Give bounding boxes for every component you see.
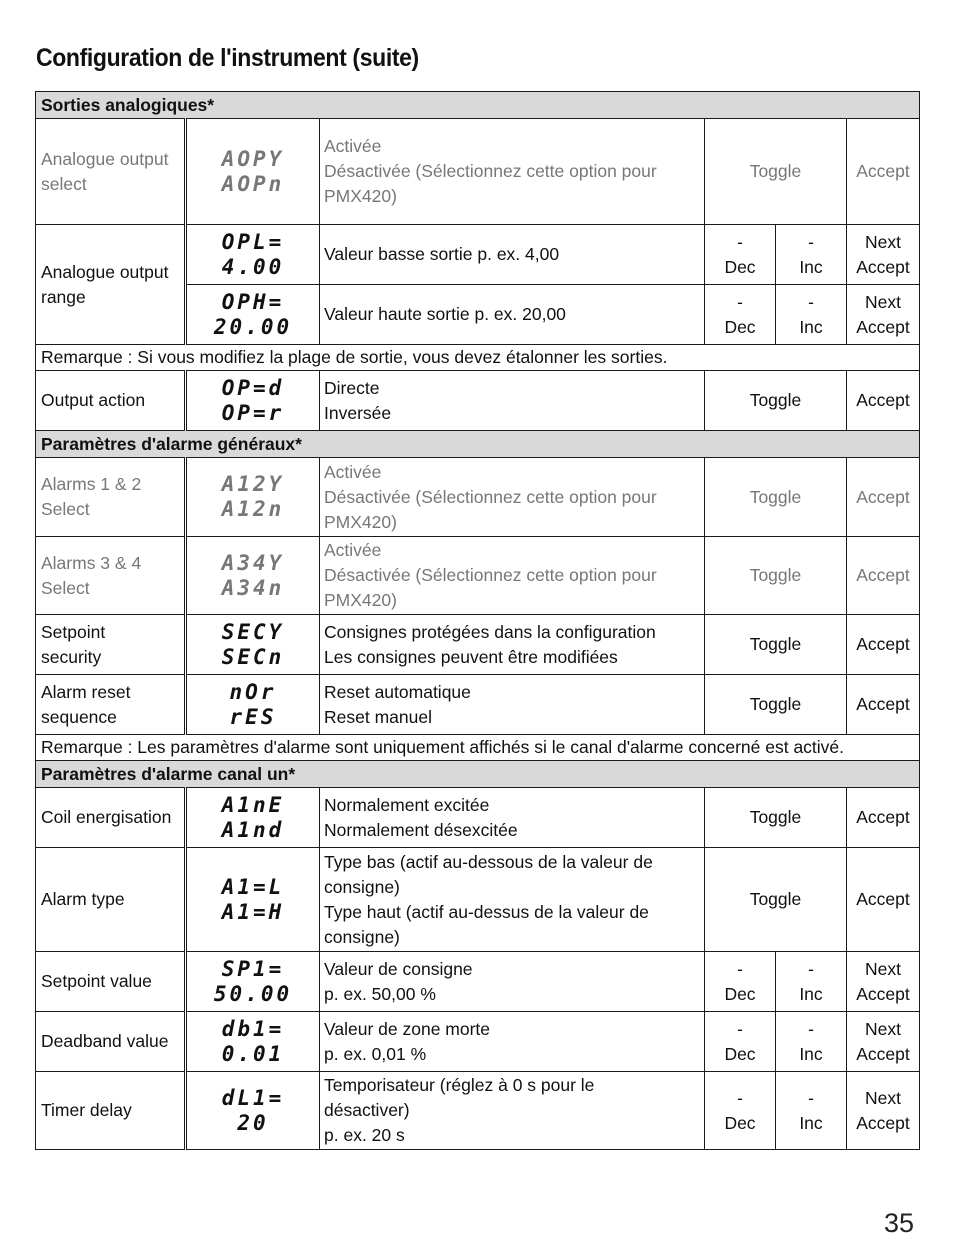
text-line: désactiver) — [324, 1100, 410, 1120]
display-code — [186, 285, 320, 345]
text-line: Next — [865, 958, 901, 979]
note-row — [36, 345, 920, 371]
text-line: Type bas (actif au-dessous de la valeur de — [324, 851, 653, 872]
note-text: Remarque : Les paramètres d'alarme sont uniquement affichés si le canal d'alarme concerné est activé. — [36, 735, 920, 761]
text-line: PMX420) — [324, 590, 397, 610]
text-line: p. ex. 0,01 % — [324, 1043, 427, 1064]
text-line: Dec — [724, 1043, 756, 1064]
text-line: Setpoint value — [41, 971, 152, 991]
text-line: Temporisateur (réglez à 0 s pour le — [324, 1075, 595, 1095]
text-line: A12Y — [221, 472, 285, 496]
display-code — [186, 675, 320, 735]
row-label — [36, 848, 186, 952]
dec-action[interactable] — [705, 952, 776, 1012]
table-row — [36, 1072, 920, 1150]
text-line: Setpoint — [41, 621, 106, 642]
text-line: OPH= — [221, 289, 285, 314]
toggle-label: Toggle — [749, 390, 802, 410]
display-code — [186, 1012, 320, 1072]
row-description — [320, 285, 705, 345]
text-line: consigne) — [324, 876, 400, 897]
accept-action[interactable] — [847, 537, 920, 615]
row-label — [36, 371, 186, 431]
text-line: 20.00 — [213, 314, 293, 339]
text-line: PMX420) — [324, 511, 397, 532]
text-line: A34n — [221, 575, 285, 600]
text-line: Consignes protégées dans la configuration — [324, 621, 656, 642]
text-line: Désactivée (Sélectionnez cette option pour — [324, 565, 657, 585]
text-line: - — [808, 231, 814, 252]
accept-label: Accept — [856, 161, 910, 181]
text-line: Normalement désexcitée — [324, 819, 518, 840]
text-line: Reset automatique — [324, 681, 471, 702]
text-line: Activée — [324, 136, 382, 156]
toggle-action[interactable] — [705, 371, 847, 431]
toggle-label: Toggle — [749, 161, 802, 181]
toggle-label: Toggle — [749, 565, 802, 585]
text-line: Deadband value — [41, 1031, 169, 1051]
row-description — [320, 1012, 705, 1072]
row-description — [320, 225, 705, 285]
dec-action[interactable] — [705, 1072, 776, 1150]
toggle-label: Toggle — [749, 634, 802, 654]
text-line: Directe — [324, 377, 380, 398]
text-line: consigne) — [324, 926, 400, 947]
table-row — [36, 371, 920, 431]
display-code — [186, 119, 320, 225]
text-line: Output action — [41, 390, 146, 410]
text-line: 50.00 — [213, 981, 293, 1006]
toggle-action[interactable] — [705, 119, 847, 225]
accept-label: Accept — [856, 390, 910, 410]
text-line: Next — [865, 1018, 901, 1039]
row-label — [36, 952, 186, 1012]
row-label — [36, 675, 186, 735]
row-label — [36, 458, 186, 537]
text-line: db1= — [221, 1016, 285, 1041]
text-line: Inc — [799, 1112, 823, 1133]
text-line: Dec — [724, 1112, 756, 1133]
table-row — [36, 952, 920, 1012]
display-code — [186, 1072, 320, 1150]
text-line: Valeur basse sortie p. ex. 4,00 — [324, 244, 560, 264]
text-line: Désactivée (Sélectionnez cette option pour — [324, 486, 657, 507]
text-line: Timer delay — [41, 1100, 132, 1120]
text-line: Next — [865, 291, 901, 312]
text-line: OP=r — [221, 400, 285, 425]
dec-action[interactable] — [705, 285, 776, 345]
text-line: Alarms 1 & 2 — [41, 474, 142, 494]
toggle-action[interactable] — [705, 537, 847, 615]
text-line: 20 — [237, 1110, 269, 1135]
text-line: Reset manuel — [324, 706, 432, 727]
text-line: SECY — [221, 619, 285, 644]
text-line: Next — [865, 231, 901, 252]
text-line: security — [41, 646, 102, 667]
section-header — [36, 431, 920, 458]
text-line: OPL= — [221, 229, 285, 254]
table-row — [36, 537, 920, 615]
section-header — [36, 92, 920, 119]
text-line: 4.00 — [221, 254, 285, 279]
next-accept-action[interactable] — [847, 285, 920, 345]
text-line: Accept — [856, 316, 910, 337]
text-line: Accept — [856, 256, 910, 277]
accept-action[interactable] — [847, 458, 920, 537]
toggle-action[interactable] — [705, 848, 847, 952]
text-line: Valeur haute sortie p. ex. 20,00 — [324, 304, 566, 324]
row-label — [36, 225, 186, 345]
text-line: p. ex. 20 s — [324, 1125, 405, 1145]
dec-action[interactable] — [705, 225, 776, 285]
inc-action[interactable] — [776, 1012, 847, 1072]
note-text: Remarque : Si vous modifiez la plage de sortie, vous devez étalonner les sorties. — [36, 345, 920, 371]
text-line: Type haut (actif au-dessus de la valeur de — [324, 901, 649, 922]
text-line: SECn — [221, 644, 285, 669]
text-line: Désactivée (Sélectionnez cette option pour — [324, 161, 657, 181]
text-line: rES — [229, 704, 277, 729]
page-number: 35 — [884, 1208, 915, 1238]
text-line: Dec — [724, 256, 756, 277]
next-accept-action[interactable] — [847, 225, 920, 285]
note-row — [36, 735, 920, 761]
text-line: sequence — [41, 706, 117, 727]
table-row — [36, 1012, 920, 1072]
inc-action[interactable] — [776, 952, 847, 1012]
text-line: Valeur de consigne — [324, 958, 473, 979]
text-line: Accept — [856, 1112, 910, 1133]
text-line: A1=L — [221, 874, 285, 899]
toggle-label: Toggle — [749, 486, 802, 507]
row-label — [36, 1012, 186, 1072]
row-description — [320, 788, 705, 848]
text-line: - — [737, 1087, 743, 1108]
text-line: Inc — [799, 983, 823, 1004]
display-code — [186, 225, 320, 285]
inc-action[interactable] — [776, 225, 847, 285]
text-line: - — [737, 958, 743, 979]
text-line: dL1= — [221, 1085, 285, 1110]
text-line: Les consignes peuvent être modifiées — [324, 646, 618, 667]
inc-action[interactable] — [776, 285, 847, 345]
accept-label: Accept — [856, 634, 910, 654]
accept-label: Accept — [856, 694, 910, 714]
text-line: AOPY — [221, 146, 285, 171]
table-row — [36, 615, 920, 675]
page-title: Configuration de l'instrument (suite) — [36, 44, 419, 72]
accept-action[interactable] — [847, 848, 920, 952]
row-label — [36, 119, 186, 225]
text-line: Alarm reset — [41, 681, 131, 702]
row-label — [36, 1072, 186, 1150]
row-description — [320, 371, 705, 431]
display-code — [186, 952, 320, 1012]
text-line: Inc — [799, 256, 823, 277]
text-line: Analogue output — [41, 261, 169, 282]
text-line: - — [737, 1018, 743, 1039]
table-row — [36, 675, 920, 735]
text-line: Select — [41, 577, 90, 598]
text-line: Activée — [324, 461, 382, 482]
table-row — [36, 119, 920, 225]
row-description — [320, 119, 705, 225]
text-line: PMX420) — [324, 186, 397, 206]
text-line: Analogue output — [41, 148, 169, 169]
display-code — [186, 537, 320, 615]
text-line: Valeur de zone morte — [324, 1018, 491, 1039]
text-line: Select — [41, 499, 90, 519]
toggle-action[interactable] — [705, 458, 847, 537]
text-line: - — [808, 958, 814, 979]
accept-action[interactable] — [847, 371, 920, 431]
text-line: - — [737, 291, 743, 312]
text-line: - — [737, 231, 743, 252]
row-description — [320, 675, 705, 735]
text-line: A12n — [221, 497, 285, 521]
text-line: Coil energisation — [41, 807, 172, 827]
text-line: Inversée — [324, 402, 392, 423]
toggle-action[interactable] — [705, 675, 847, 735]
accept-action[interactable] — [847, 119, 920, 225]
toggle-label: Toggle — [749, 694, 802, 714]
display-code — [186, 458, 320, 537]
section-header-label: Paramètres d'alarme canal un* — [36, 761, 920, 788]
configuration-table — [35, 91, 920, 1150]
next-accept-action[interactable] — [847, 1072, 920, 1150]
next-accept-action[interactable] — [847, 952, 920, 1012]
toggle-action[interactable] — [705, 615, 847, 675]
inc-action[interactable] — [776, 1072, 847, 1150]
accept-action[interactable] — [847, 615, 920, 675]
text-line: A1nE — [221, 792, 285, 817]
text-line: 0.01 — [221, 1041, 285, 1066]
text-line: Dec — [724, 983, 756, 1004]
text-line: select — [41, 173, 87, 194]
text-line: Next — [865, 1087, 901, 1108]
row-description — [320, 1072, 705, 1150]
text-line: nOr — [229, 679, 277, 704]
text-line: p. ex. 50,00 % — [324, 983, 436, 1004]
text-line: A1=H — [221, 899, 285, 924]
text-line: A1nd — [221, 817, 285, 842]
row-description — [320, 952, 705, 1012]
accept-label: Accept — [856, 807, 910, 827]
text-line: A34Y — [221, 550, 285, 575]
text-line: Accept — [856, 983, 910, 1004]
display-code — [186, 848, 320, 952]
row-label — [36, 788, 186, 848]
text-line: Inc — [799, 1043, 823, 1064]
text-line: range — [41, 286, 86, 307]
table-row — [36, 788, 920, 848]
toggle-label: Toggle — [749, 889, 802, 909]
text-line: AOPn — [221, 171, 285, 196]
row-description — [320, 615, 705, 675]
table-row — [36, 225, 920, 285]
toggle-action[interactable] — [705, 788, 847, 848]
row-label — [36, 615, 186, 675]
display-code — [186, 615, 320, 675]
accept-label: Accept — [856, 565, 910, 585]
table-row — [36, 848, 920, 952]
text-line: Alarm type — [41, 889, 125, 909]
text-line: Dec — [724, 316, 756, 337]
text-line: Accept — [856, 1043, 910, 1064]
accept-label: Accept — [856, 889, 910, 909]
text-line: Normalement excitée — [324, 794, 490, 815]
section-header-label: Paramètres d'alarme généraux* — [36, 431, 920, 458]
text-line: Inc — [799, 316, 823, 337]
row-description — [320, 458, 705, 537]
text-line: - — [808, 1018, 814, 1039]
row-description — [320, 537, 705, 615]
accept-action[interactable] — [847, 788, 920, 848]
text-line: Activée — [324, 540, 382, 560]
display-code — [186, 371, 320, 431]
next-accept-action[interactable] — [847, 1012, 920, 1072]
accept-action[interactable] — [847, 675, 920, 735]
section-header-label: Sorties analogiques* — [36, 92, 920, 119]
text-line: - — [808, 1087, 814, 1108]
section-header — [36, 761, 920, 788]
dec-action[interactable] — [705, 1012, 776, 1072]
text-line: - — [808, 291, 814, 312]
row-label — [36, 537, 186, 615]
toggle-label: Toggle — [749, 807, 802, 827]
row-description — [320, 848, 705, 952]
table-row — [36, 458, 920, 537]
display-code — [186, 788, 320, 848]
text-line: Alarms 3 & 4 — [41, 552, 142, 573]
accept-label: Accept — [856, 486, 910, 507]
text-line: SP1= — [221, 956, 285, 981]
text-line: OP=d — [221, 375, 285, 400]
